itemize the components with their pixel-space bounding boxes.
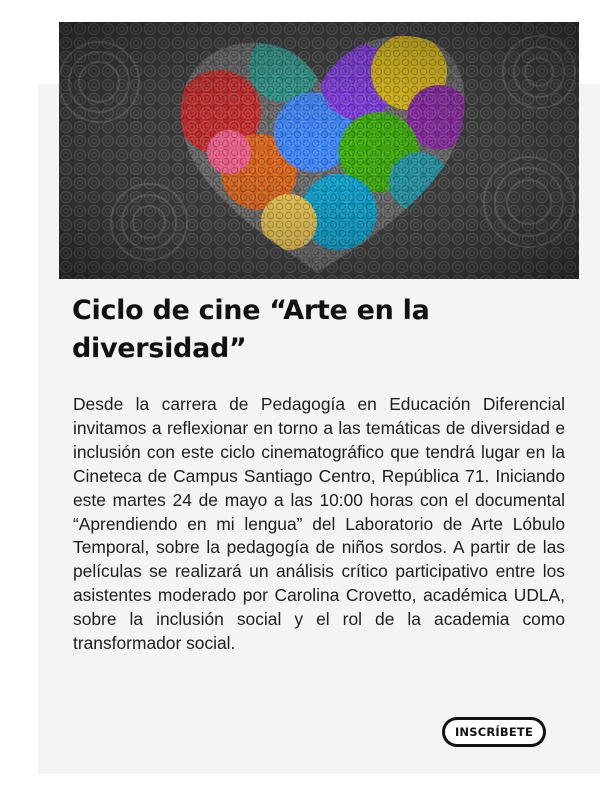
hero-image [59,22,579,279]
fingerprint-heart-icon [59,22,579,279]
article-title: Ciclo de cine “Arte en la diversidad” [72,295,430,364]
register-button[interactable]: INSCRÍBETE [442,717,546,747]
article-body: Desde la carrera de Pedagogía en Educación Diferencial invitamos a reflexionar en torno a las temáticas de diversidad e inclusión con este ciclo cinematográfico que tendrá lugar en la Cineteca de Campus Santiago Centro, República 71. Iniciando este martes 24 de mayo a las 10:00 horas con el documental “Aprendiendo en mi lengua” del Laboratorio de Arte Lóbulo Temporal, sobre la pedagogía de niños sordos. A partir de las películas se realizará un análisis crítico participativo entre los asistentes moderado por Carolina Crovetto, académica UDLA, sobre la inclusión social y el rol de la academia como transformador social. [73,394,565,654]
